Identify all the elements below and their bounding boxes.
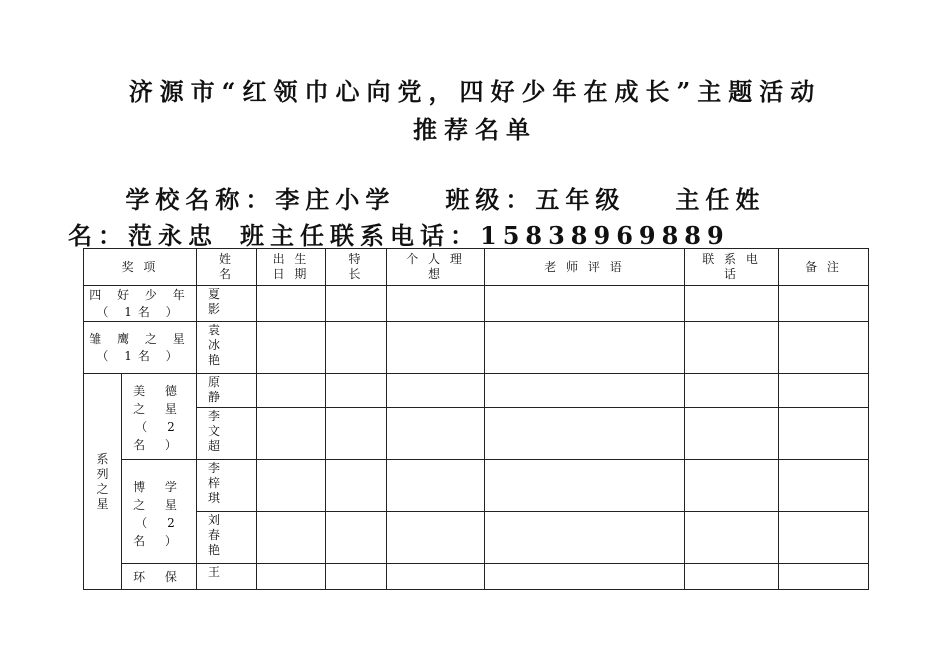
table-row	[84, 512, 869, 564]
comment-cell[interactable]	[485, 408, 685, 460]
ideal-cell[interactable]	[387, 564, 485, 590]
school-info-line	[68, 180, 888, 215]
note-cell[interactable]	[779, 322, 869, 374]
school-label: 学校名称：	[125, 185, 276, 214]
specialty-cell[interactable]	[326, 564, 387, 590]
contact-cell[interactable]	[685, 460, 779, 512]
teacher-label-part1: 主任姓	[675, 185, 766, 214]
award-series-group: 系 列 之 星	[84, 374, 122, 590]
note-cell[interactable]	[779, 460, 869, 512]
award-four-good: 四 好 少 年 （ 1名 ）	[84, 286, 197, 322]
contact-cell[interactable]	[685, 564, 779, 590]
school-name: 李庄小学	[275, 185, 396, 214]
comment-cell[interactable]	[485, 286, 685, 322]
student-name: 李 文 超	[197, 408, 257, 460]
note-cell[interactable]	[779, 286, 869, 322]
header-specialty: 特 长	[326, 249, 387, 286]
comment-cell[interactable]	[485, 374, 685, 408]
teacher-name: 范永忠	[128, 221, 218, 250]
birth-cell[interactable]	[257, 564, 326, 590]
header-name: 姓 名	[197, 249, 257, 286]
contact-cell[interactable]	[685, 408, 779, 460]
table-row	[84, 286, 869, 322]
award-learning-star: 博 学 之 星 （ 2 名 ）	[122, 460, 197, 564]
birth-cell[interactable]	[257, 322, 326, 374]
specialty-cell[interactable]	[326, 286, 387, 322]
phone-label: 班主任联系电话：	[240, 221, 480, 250]
document-subtitle: 推荐名单	[413, 115, 537, 144]
header-ideal: 个 人 理 想	[387, 249, 485, 286]
ideal-cell[interactable]	[387, 408, 485, 460]
student-name: 王	[197, 564, 257, 590]
specialty-cell[interactable]	[326, 322, 387, 374]
birth-cell[interactable]	[257, 512, 326, 564]
class-name: 五年级	[535, 185, 626, 214]
ideal-cell[interactable]	[387, 286, 485, 322]
header-teacher-comment: 老 师 评 语	[485, 249, 685, 286]
contact-cell[interactable]	[685, 512, 779, 564]
header-note: 备 注	[779, 249, 869, 286]
birth-cell[interactable]	[257, 374, 326, 408]
ideal-cell[interactable]	[387, 460, 485, 512]
header-award: 奖 项	[84, 249, 197, 286]
phone-number: 15838969889	[480, 221, 730, 250]
student-name: 李 梓 琪	[197, 460, 257, 512]
document-title: 济源市“红领巾心向党，四好少年在成长”主题活动	[128, 77, 822, 106]
note-cell[interactable]	[779, 512, 869, 564]
table-row	[84, 408, 869, 460]
class-label: 班级：	[445, 185, 536, 214]
contact-cell[interactable]	[685, 286, 779, 322]
student-name: 夏 影	[197, 286, 257, 322]
award-eagle-star: 雏 鹰 之 星 （ 1名 ）	[84, 322, 197, 374]
ideal-cell[interactable]	[387, 512, 485, 564]
table-row	[84, 374, 869, 408]
student-name: 刘 春 艳	[197, 512, 257, 564]
table-header-row	[84, 249, 869, 286]
note-cell[interactable]	[779, 564, 869, 590]
student-name: 袁 冰 艳	[197, 322, 257, 374]
specialty-cell[interactable]	[326, 460, 387, 512]
comment-cell[interactable]	[485, 512, 685, 564]
recommendation-table	[83, 248, 869, 590]
student-name: 原 静	[197, 374, 257, 408]
award-environment-star: 环 保	[122, 564, 197, 590]
note-cell[interactable]	[779, 408, 869, 460]
ideal-cell[interactable]	[387, 374, 485, 408]
header-contact-phone: 联 系 电 话	[685, 249, 779, 286]
birth-cell[interactable]	[257, 460, 326, 512]
table-row	[84, 322, 869, 374]
contact-cell[interactable]	[685, 322, 779, 374]
comment-cell[interactable]	[485, 322, 685, 374]
header-birth-date: 出 生 日 期	[257, 249, 326, 286]
specialty-cell[interactable]	[326, 512, 387, 564]
birth-cell[interactable]	[257, 408, 326, 460]
contact-cell[interactable]	[685, 374, 779, 408]
specialty-cell[interactable]	[326, 374, 387, 408]
specialty-cell[interactable]	[326, 408, 387, 460]
note-cell[interactable]	[779, 374, 869, 408]
comment-cell[interactable]	[485, 460, 685, 512]
award-virtue-star: 美 德 之 星 （ 2 名 ）	[122, 374, 197, 460]
comment-cell[interactable]	[485, 564, 685, 590]
table-row	[84, 460, 869, 512]
table-row	[84, 564, 869, 590]
birth-cell[interactable]	[257, 286, 326, 322]
teacher-label-part2: 名：	[68, 221, 128, 250]
teacher-info-line	[68, 216, 888, 251]
ideal-cell[interactable]	[387, 322, 485, 374]
